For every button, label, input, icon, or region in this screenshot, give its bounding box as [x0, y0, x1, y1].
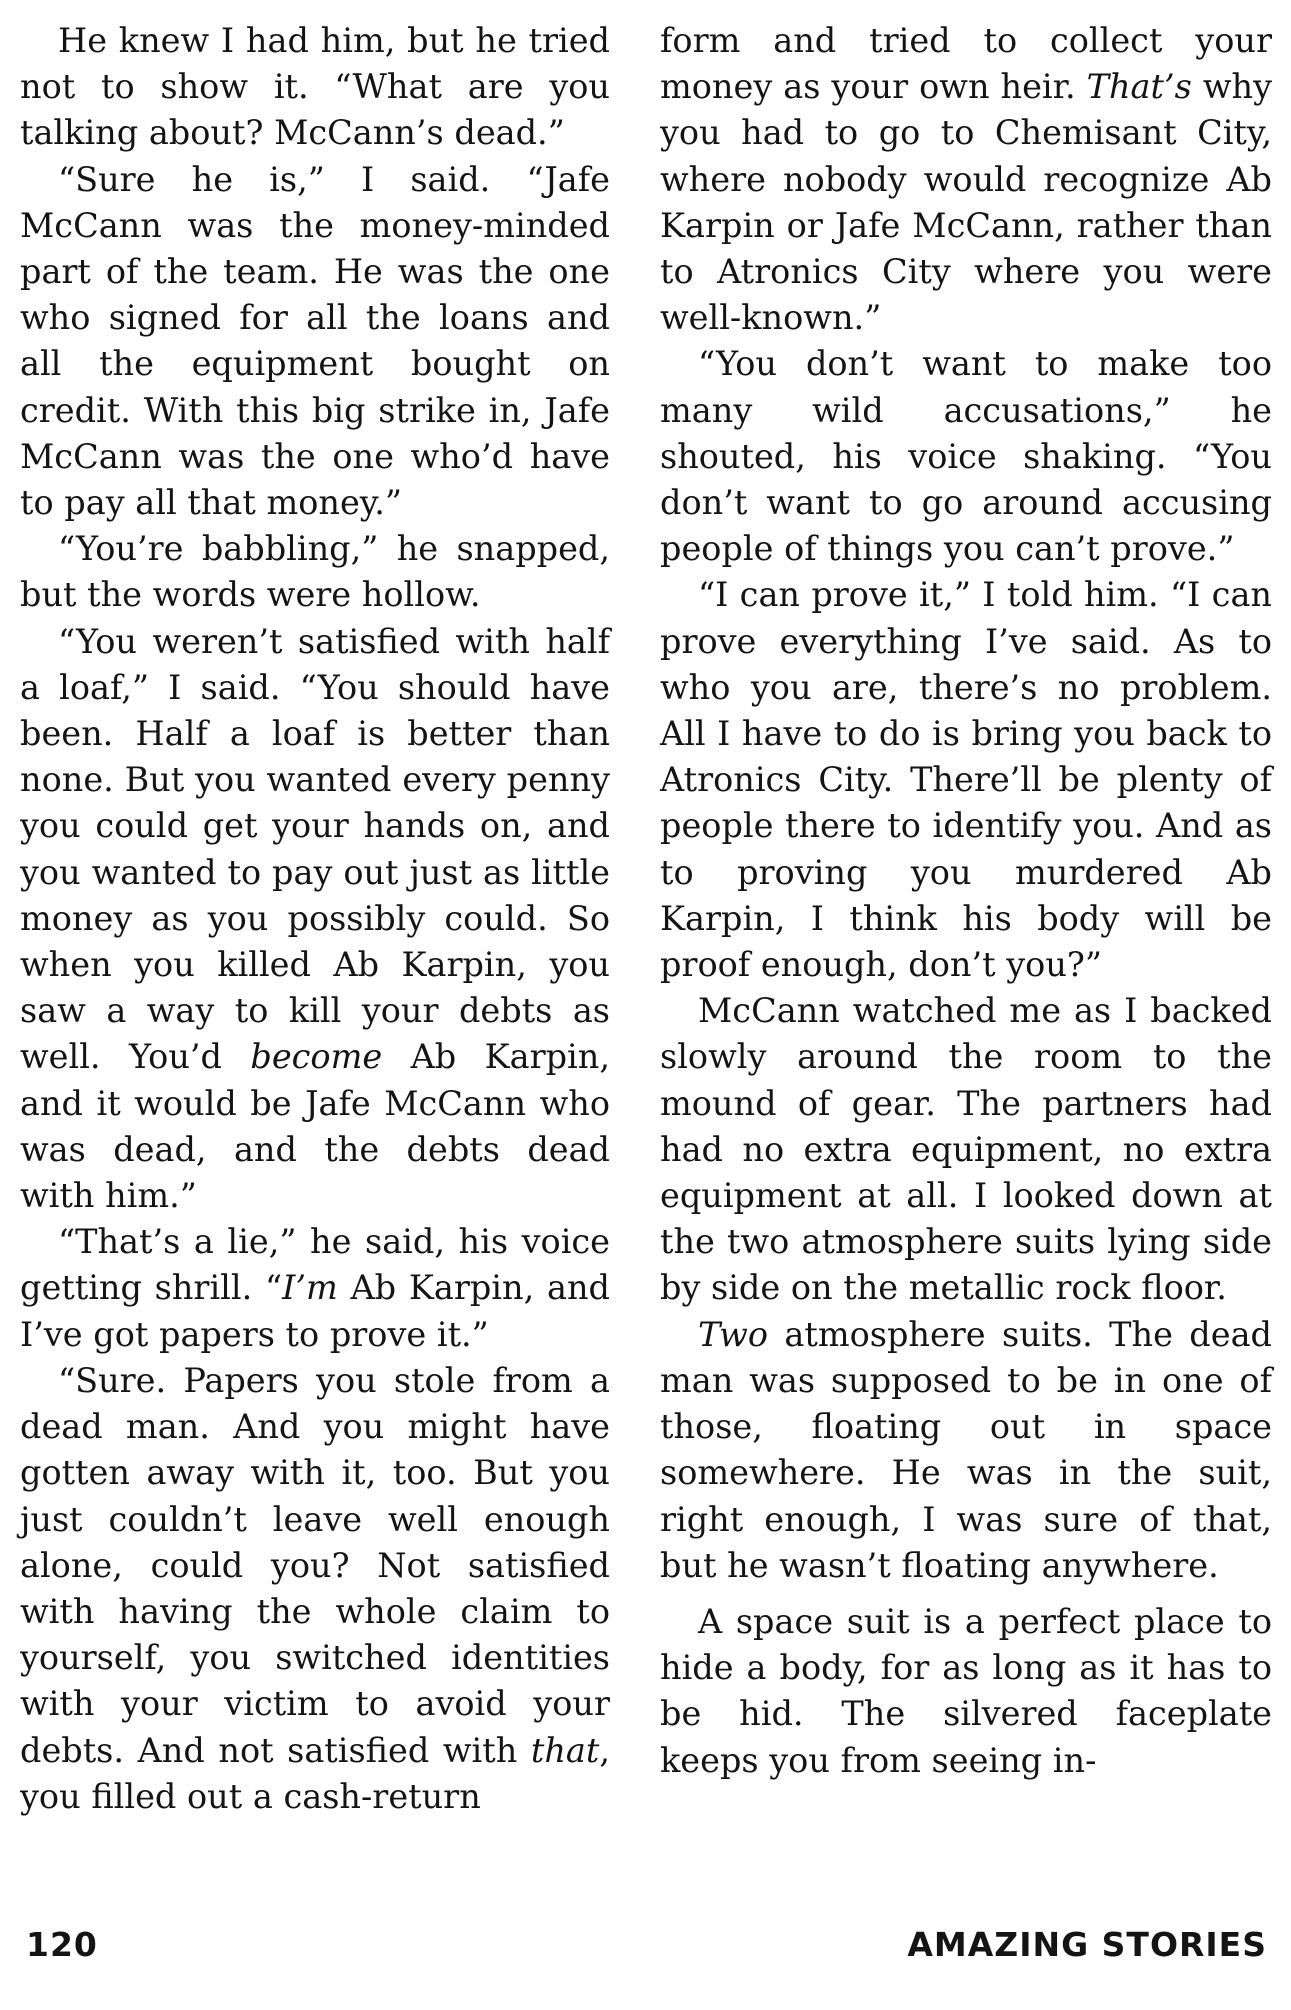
text-run: why you had to go to Chemisant City, where nobody would recognize Ab Karpin or Jafe McCann, rather than to Atronics City where you were well-known.” [660, 67, 1273, 338]
left-column [20, 18, 610, 1820]
paragraph [660, 1312, 1272, 1589]
paragraph: “I can prove it,” I told him. “I can prove everything I’ve said. As to who you are, there’s no problem. All I have to do is bring you back to Atronics City. There’ll be plenty of people there to identify you. And as to proving you murdered Ab Karpin, I think his body will be proof enough, don’t you?” [660, 575, 1272, 985]
emphasis: Two [698, 1314, 768, 1354]
emphasis: become [250, 1037, 383, 1077]
paragraph [20, 619, 610, 1220]
paragraph: He knew I had him, but he tried not to show it. “What are you talking about? McCann’s dead.” [20, 21, 610, 153]
paragraph: A space suit is a perfect place to hide a body, for as long as it has to be hid. The silvered faceplate keeps you from seeing in- [660, 1601, 1272, 1780]
magazine-title: AMAZING STORIES [907, 1925, 1267, 1964]
text-run: , you filled out a cash-return [20, 1730, 610, 1816]
right-column [660, 18, 1272, 1784]
emphasis: that [530, 1730, 600, 1770]
emphasis: I’m [282, 1268, 338, 1308]
text-run: “You weren’t satisfied with half a loaf,” I said. “You should have been. Half a loaf is better than none. But you wanted every penny you could get your hands on, and you wanted to pay out just as little money as you possibly could. So when you killed Ab Karpin, you saw a way to kill your debts as well. You’d [20, 621, 610, 1077]
paragraph [20, 1358, 610, 1820]
paragraph: “Sure he is,” I said. “Jafe McCann was the money-minded part of the team. He was the one who signed for all the loans and all the equipment bought on credit. With this big strike in, Jafe McCann was the one who’d have to pay all that money.” [20, 159, 610, 523]
page-number: 120 [26, 1925, 98, 1964]
paragraph: “You don’t want to make too many wild accusations,” he shouted, his voice shaking. “You don’t want to go around accusing people of things you can’t prove.” [660, 344, 1272, 569]
text-run: “That’s a lie,” he said, his voice getting shrill. “ [20, 1222, 610, 1308]
text-run: atmosphere suits. The dead man was supposed to be in one of those, floating out in space somewhere. He was in the suit, right enough, I was sure of that, but he wasn’t floating anywhere. [660, 1314, 1272, 1585]
text-run: Ab Karpin, and I’ve got papers to prove it.” [20, 1268, 610, 1354]
text-run: Ab Karpin, and it would be Jafe McCann who was dead, and the debts dead with him.” [20, 1037, 610, 1216]
paragraph: McCann watched me as I backed slowly around the room to the mound of gear. The partners had had no extra equipment, no extra equipment at all. I looked down at the two atmosphere suits lying side by side on the metallic rock floor. [660, 991, 1272, 1308]
paragraph-continued [660, 18, 1272, 341]
text-run: form and tried to collect your money as your own heir. [660, 21, 1272, 107]
paragraph [20, 1219, 610, 1358]
paragraph: “You’re babbling,” he snapped, but the words were hollow. [20, 529, 610, 615]
text-run: “Sure. Papers you stole from a dead man. And you might have gotten away with it, too. But you just couldn’t leave well enough alone, could you? Not satisfied with having the whole claim to yourself, you switched identities with your victim to avoid your debts. And not satisfied with [20, 1360, 610, 1770]
emphasis: That’s [1086, 67, 1192, 107]
